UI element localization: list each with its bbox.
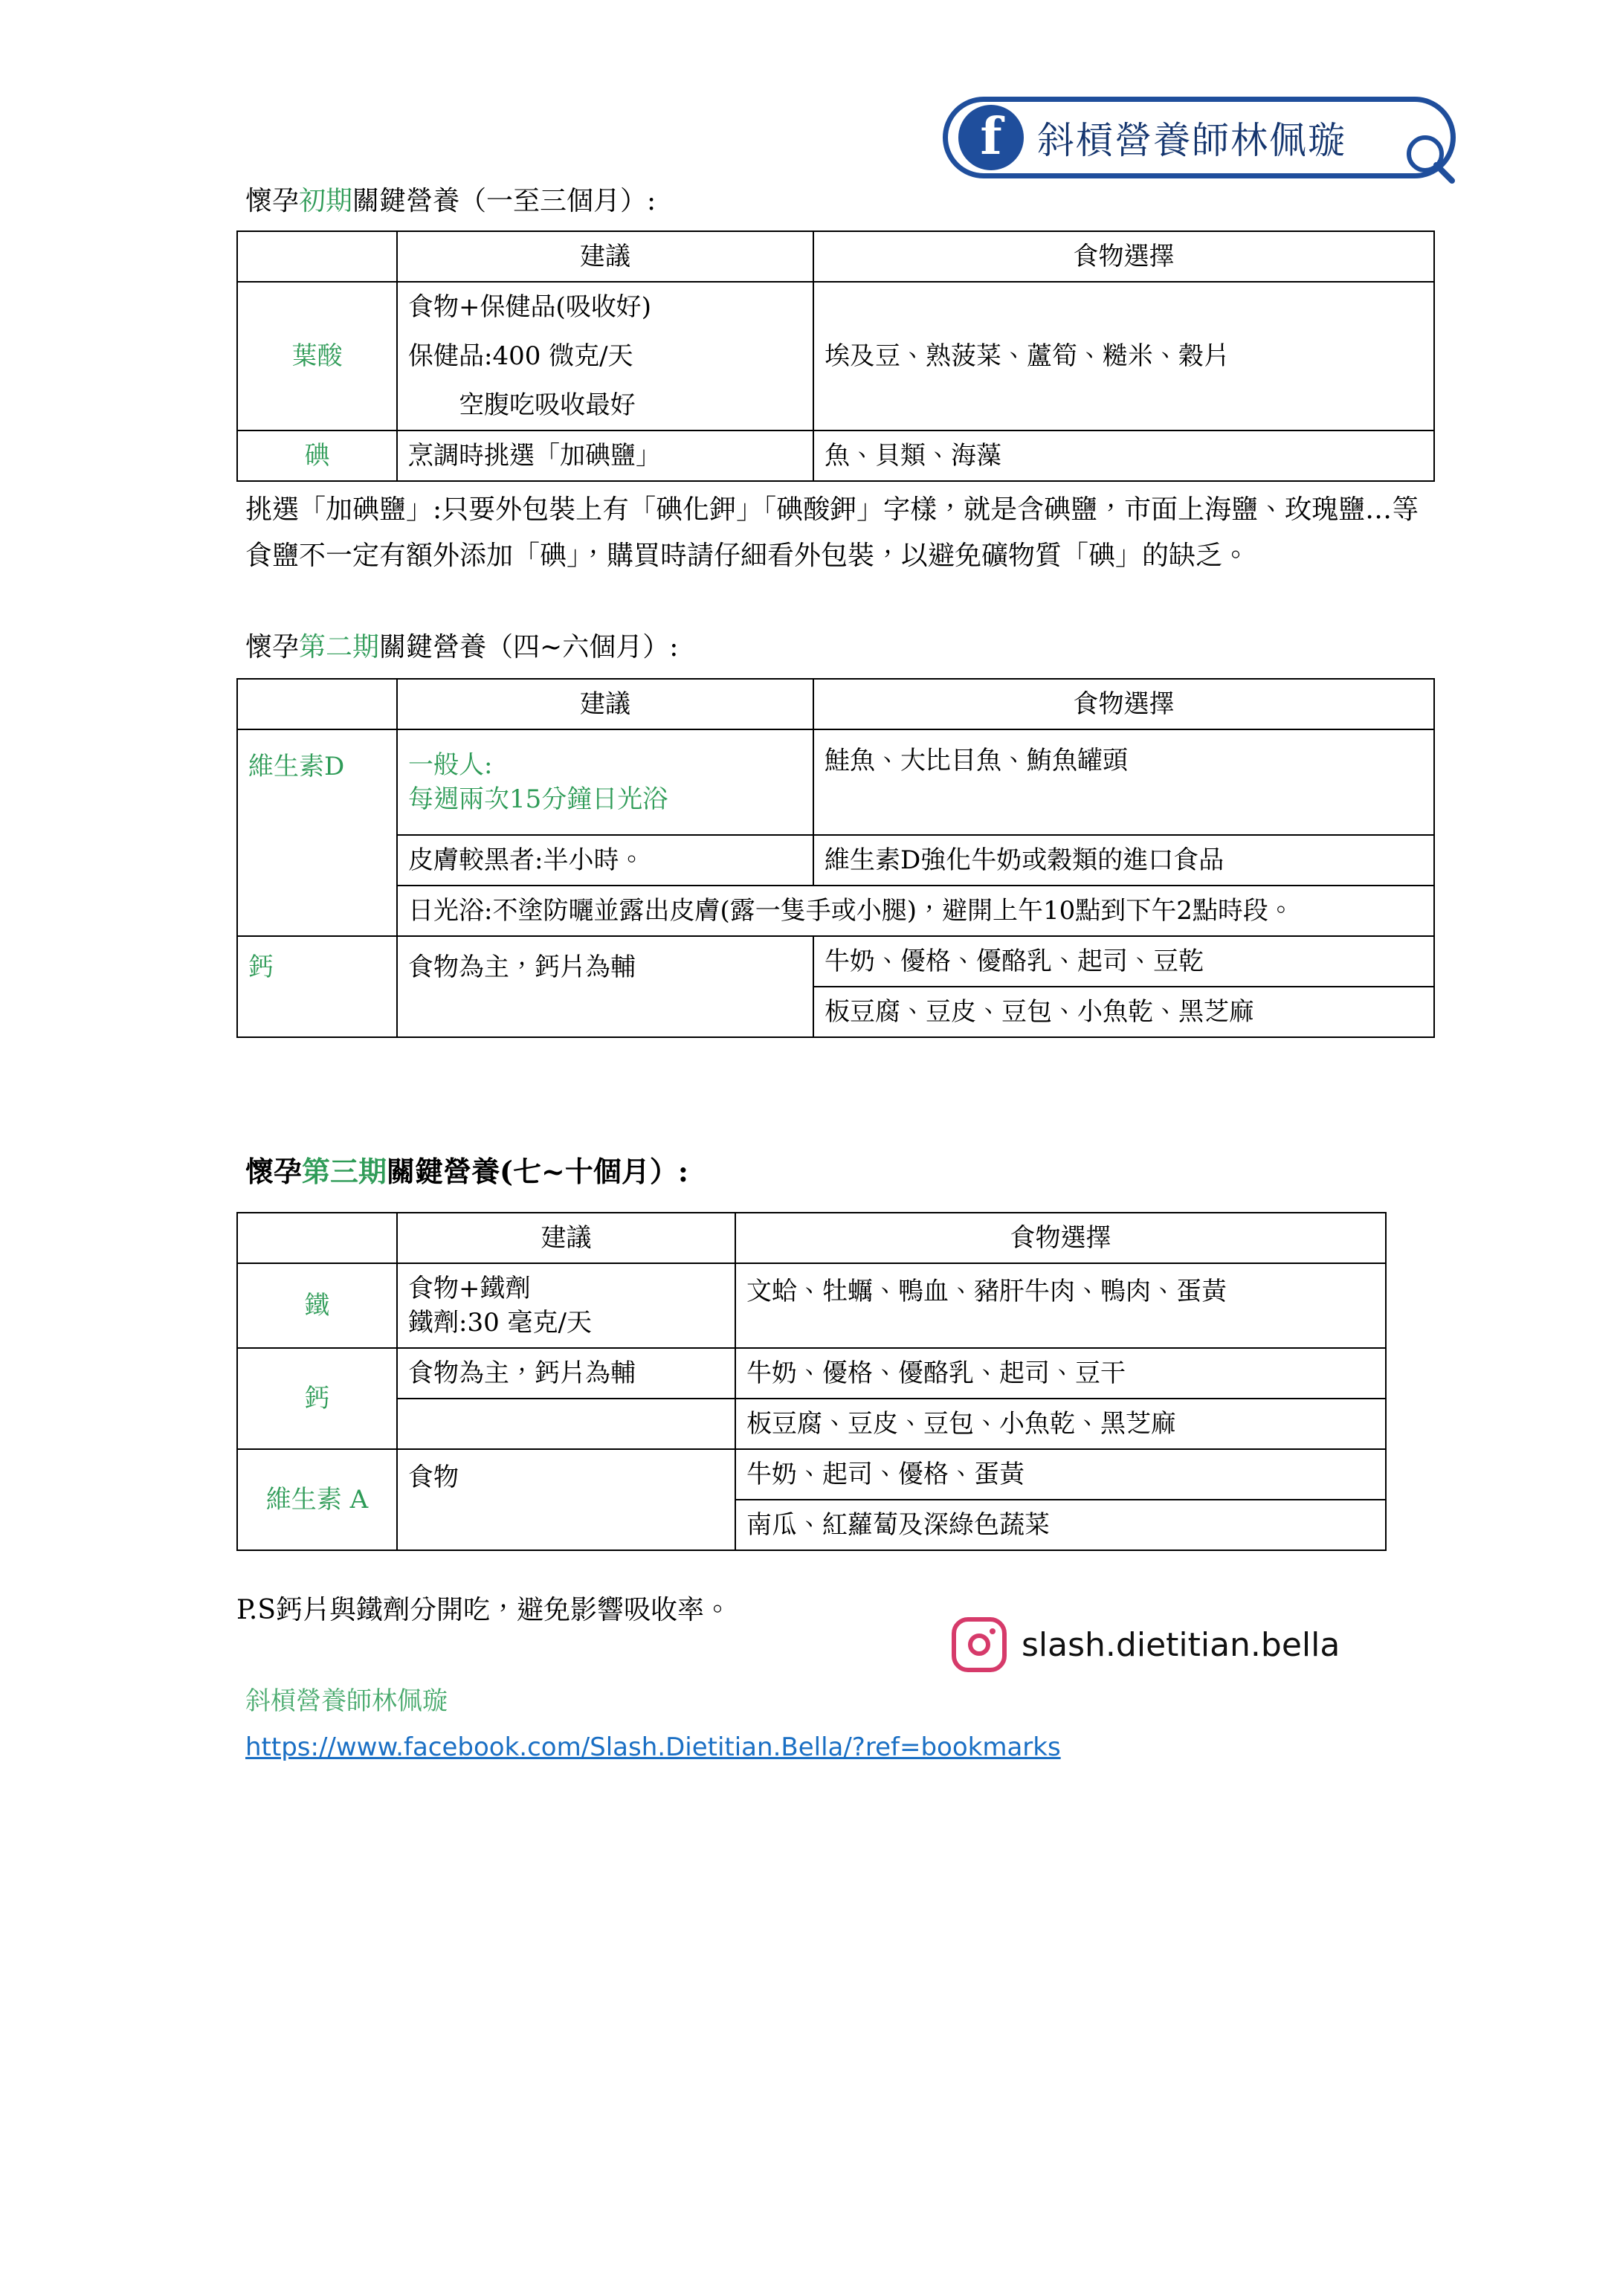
section3-heading-pre: 懷孕: [245, 1155, 303, 1188]
t3-calcium-advice-1: 食物為主，鈣片為輔: [397, 1348, 735, 1399]
t2-col0-header: [237, 679, 397, 729]
t1-iodine-advice: 烹調時挑選「加碘鹽」: [397, 430, 813, 481]
t2-col2-header: 食物選擇: [813, 679, 1434, 729]
second-trimester-table: [236, 678, 1435, 1038]
table-row: [237, 282, 1434, 332]
ps-note: P.S鈣片與鐵劑分開吃，避免影響吸收率。: [236, 1595, 732, 1625]
section3-heading-post: 關鍵營養(七~十個月）:: [387, 1155, 688, 1188]
table-header-row: [237, 679, 1434, 729]
section2-heading-highlight: 第二期: [299, 632, 380, 662]
t1-folate-advice-3: 空腹吃吸收最好: [397, 381, 813, 430]
t2-calcium-foods-1: 牛奶、優格、優酪乳、起司、豆乾: [813, 936, 1434, 987]
t2-vitd-advice-line1: 一般人:: [408, 750, 493, 780]
t2-vitd-foods-fortified: 維生素D強化牛奶或穀類的進口食品: [813, 835, 1434, 886]
t2-nutrient-vitamind: 維生素D: [237, 729, 397, 936]
section1-heading: [245, 182, 656, 221]
table-row: [237, 835, 1434, 886]
t2-calcium-advice: 食物為主，鈣片為輔: [397, 936, 813, 1037]
table-row: [237, 1399, 1386, 1449]
iodine-salt-note: 挑選「加碘鹽」:只要外包裝上有「碘化鉀」「碘酸鉀」字樣，就是含碘鹽，市面上海鹽、玫瑰鹽…等食鹽不一定有額外添加「碘」，購買時請仔細看外包裝，以避免礦物質「碘」的缺乏。: [245, 494, 1419, 571]
facebook-brand-badge: [943, 97, 1456, 178]
t3-calcium-foods-2: 板豆腐、豆皮、豆包、小魚乾、黑芝麻: [735, 1399, 1386, 1449]
table-row: [237, 1263, 1386, 1348]
t2-nutrient-calcium: 鈣: [237, 936, 397, 1037]
t3-col2-header: 食物選擇: [735, 1213, 1386, 1263]
t2-calcium-foods-2: 板豆腐、豆皮、豆包、小魚乾、黑芝麻: [813, 987, 1434, 1037]
table-row: [237, 886, 1434, 936]
t1-folate-advice-2: 保健品:400 微克/天: [397, 332, 813, 381]
t1-folate-foods: 埃及豆、熟菠菜、蘆筍、糙米、穀片: [813, 282, 1434, 430]
instagram-handle-label: slash.dietitian.bella: [1022, 1625, 1340, 1664]
t1-folate-advice-1: 食物+保健品(吸收好): [397, 282, 813, 332]
t3-calcium-foods-1: 牛奶、優格、優酪乳、起司、豆干: [735, 1348, 1386, 1399]
signature-label: 斜槓營養師林佩璇: [245, 1686, 448, 1716]
brand-name-label: 斜槓營養師林佩璇: [1037, 119, 1346, 162]
magnifier-icon: [1403, 132, 1455, 184]
section2-heading-post: 關鍵營養（四~六個月）:: [379, 632, 679, 662]
t2-col1-header: 建議: [397, 679, 813, 729]
t3-vita-foods-2: 南瓜、紅蘿蔔及深綠色蔬菜: [735, 1500, 1386, 1550]
t1-col0-header: [237, 231, 397, 282]
t1-col1-header: 建議: [397, 231, 813, 282]
section1-heading-highlight: 初期: [299, 186, 353, 216]
t1-nutrient-folate: 葉酸: [237, 282, 397, 430]
table-row: [237, 936, 1434, 987]
t3-iron-advice: [397, 1263, 735, 1348]
t3-col0-header: [237, 1213, 397, 1263]
t3-calcium-advice-2: [397, 1399, 735, 1449]
first-trimester-table: [236, 230, 1435, 482]
t2-sunbath-note: 日光浴:不塗防曬並露出皮膚(露一隻手或小腿)，避開上午10點到下午2點時段。: [397, 886, 1434, 936]
t1-col2-header: 食物選擇: [813, 231, 1434, 282]
t1-nutrient-iodine: 碘: [237, 430, 397, 481]
t2-vitd-foods: 鮭魚、大比目魚、鮪魚罐頭: [813, 729, 1434, 835]
facebook-icon: f: [958, 105, 1024, 170]
table-row: [237, 1348, 1386, 1399]
t3-col1-header: 建議: [397, 1213, 735, 1263]
section1-heading-post: 關鍵營養（一至三個月）:: [352, 186, 656, 216]
t2-vitd-advice-line2: 每週兩次15分鐘日光浴: [408, 784, 668, 814]
third-trimester-table: [236, 1212, 1387, 1551]
t3-nutrient-vitamina: 維生素 A: [237, 1449, 397, 1550]
t1-iodine-foods: 魚、貝類、海藻: [813, 430, 1434, 481]
instagram-badge: [952, 1617, 1340, 1672]
t3-vita-foods-1: 牛奶、起司、優格、蛋黃: [735, 1449, 1386, 1500]
table-row: [237, 1449, 1386, 1500]
t3-nutrient-iron: 鐵: [237, 1263, 397, 1348]
t3-iron-foods: 文蛤、牡蠣、鴨血、豬肝牛肉、鴨肉、蛋黃: [735, 1263, 1386, 1348]
t2-vitd-advice-general: [397, 729, 813, 835]
table-header-row: [237, 1213, 1386, 1263]
t3-iron-advice-line2: 鐵劑:30 毫克/天: [408, 1308, 592, 1338]
t3-iron-advice-line1: 食物+鐵劑: [408, 1274, 531, 1303]
t3-nutrient-calcium: 鈣: [237, 1348, 397, 1449]
t3-vita-advice: 食物: [397, 1449, 735, 1550]
table-row: [237, 430, 1434, 481]
section2-heading-pre: 懷孕: [245, 632, 300, 662]
t2-vitd-advice-dark-skin: 皮膚較黑者:半小時。: [397, 835, 813, 886]
section1-heading-pre: 懷孕: [245, 186, 300, 216]
table-header-row: [237, 231, 1434, 282]
instagram-icon: [952, 1617, 1007, 1672]
facebook-page-link[interactable]: https://www.facebook.com/Slash.Dietitian.Bella/?ref=bookmarks: [245, 1732, 1061, 1762]
table-row: [237, 729, 1434, 835]
section2-heading: [245, 628, 678, 667]
section3-heading: [245, 1152, 688, 1191]
section3-heading-highlight: 第三期: [302, 1155, 387, 1188]
